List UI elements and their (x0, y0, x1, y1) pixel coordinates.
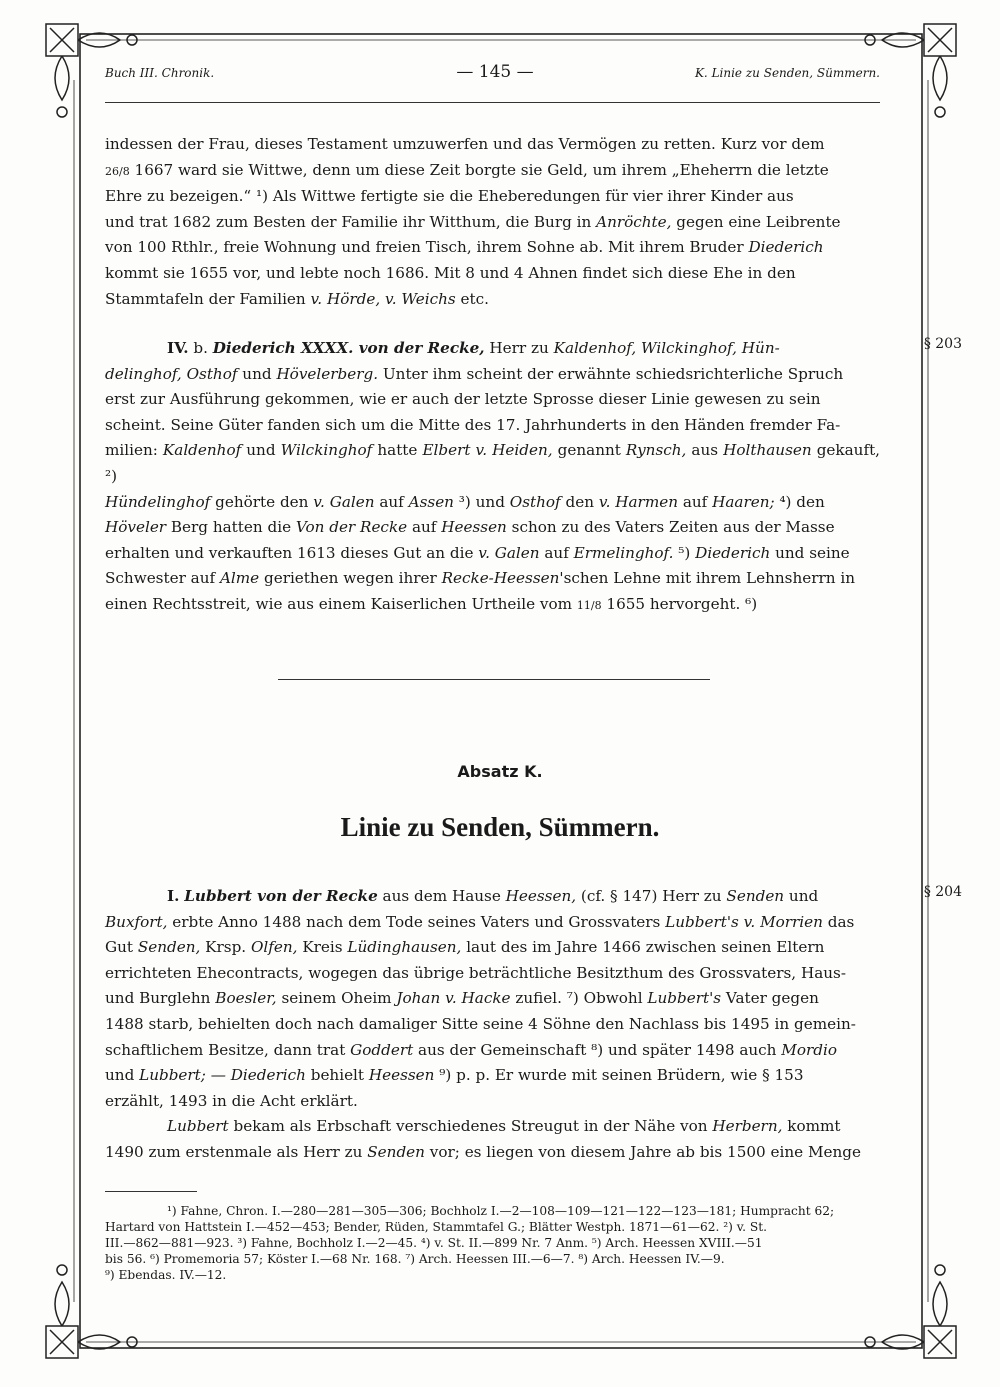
section-heading: Linie zu Senden, Sümmern. (340, 812, 660, 842)
page-number: — 145 — (456, 62, 534, 82)
top-paragraph (105, 132, 880, 312)
text-line: erzählt, 1493 in die Acht erklärt. (105, 1091, 358, 1110)
text-line: Hündelinghof gehörte den v. Galen auf Assen ³) und Osthof den v. Harmen auf Haaren; ⁴) den (105, 492, 825, 511)
text-line: Ehre zu bezeigen.“ ¹) Als Wittwe fertigte sie die Eheberedungen für vier ihrer Kinder aus (105, 187, 794, 206)
paragraph-marker-204: § 204 (923, 884, 962, 900)
header-rule (105, 102, 880, 103)
footnote-line: III.—862—881—923. ³) Fahne, Bochholz I.—2—45. ⁴) v. St. II.—899 Nr. 7 Anm. ⁵) Arch. Heessen XVIII.—51 (105, 1236, 763, 1250)
text-line: 1488 starb, behielten doch nach damaliger Sitte seine 4 Söhne den Nachlass bis 1495 in gemein- (105, 1014, 856, 1033)
text-line: erhalten und verkauften 1613 dieses Gut an die v. Galen auf Ermelinghof. ⁵) Diederich und seine (105, 543, 850, 562)
footnotes (105, 1203, 880, 1283)
text-line: von 100 Rthlr., freie Wohnung und freien Tisch, ihrem Sohne ab. Mit ihrem Bruder Diederich (105, 238, 824, 257)
text-line: Lubbert bekam als Erbschaft verschiedenes Streugut in der Nähe von Herbern, kommt (167, 1117, 841, 1136)
date-fraction: 26/8 (105, 164, 130, 178)
header-section-label: K. Linie zu Senden, Sümmern. (694, 66, 880, 80)
header-book-label: Buch III. Chronik. (105, 66, 215, 80)
text-line: IV. b. Diederich XXXX. von der Recke, Herr zu Kaldenhof, Wilckinghof, Hün- (167, 339, 780, 357)
text-line: schaftlichem Besitze, dann trat Goddert aus der Gemeinschaft ⁸) und später 1498 auch Mordio (105, 1040, 837, 1059)
paragraph-marker-203: § 203 (923, 336, 962, 352)
footnote-line: bis 56. ⁶) Promemoria 57; Köster I.—68 Nr. 168. ⁷) Arch. Heessen III.—6—7. ⁸) Arch. Heessen IV.—9. (105, 1252, 725, 1266)
text-line: errichteten Ehecontracts, wogegen das übrige beträchtliche Besitzthum des Grossvaters, Haus- (105, 963, 846, 982)
person-name: Diederich XXXX. von der Recke, (212, 339, 485, 357)
text-line: indessen der Frau, dieses Testament umzuwerfen und das Vermögen zu retten. Kurz vor dem (105, 135, 825, 153)
text-line: Schwester auf Alme geriethen wegen ihrer Recke-Heessen'schen Lehne mit ihrem Lehnsherrn in (105, 569, 855, 588)
person-name: Lubbert von der Recke (184, 887, 378, 905)
text-line: kommt sie 1655 vor, und lebte noch 1686. Mit 8 und 4 Ahnen findet sich diese Ehe in den (105, 263, 796, 282)
text-line: Buxfort, erbte Anno 1488 nach dem Tode seines Vaters und Grossvaters Lubbert's v. Morrien das (105, 912, 855, 931)
text-line: scheint. Seine Güter fanden sich um die Mitte des 17. Jahrhunderts in den Händen fremder Fa- (105, 415, 841, 434)
text-line: 26/8 1667 ward sie Wittwe, denn um diese Zeit borgte sie Geld, um ihrem „Eheherrn die letzte (105, 160, 829, 179)
text-line: und trat 1682 zum Besten der Familie ihr Witthum, die Burg in Anröchte, gegen eine Leibrente (105, 212, 841, 231)
section-iv-paragraph (105, 336, 880, 619)
text-line: und Lubbert; — Diederich behielt Heessen ⁹) p. p. Er wurde mit seinen Brüdern, wie § 153 (105, 1066, 804, 1085)
absatz-label: Absatz K. (457, 762, 543, 781)
section-i-paragraph (105, 884, 880, 1166)
text-line: einen Rechtsstreit, wie aus einem Kaiserlichen Urtheile vom 11/8 1655 hervorgeht. ⁶) (105, 594, 758, 613)
date-fraction: 11/8 (576, 598, 602, 612)
text-line: delinghof, Osthof und Hövelerberg. Unter ihm scheint der erwähnte schiedsrichterliche Spruch (105, 364, 844, 383)
text-line: erst zur Ausführung gekommen, wie er auch der letzte Sprosse dieser Linie gewesen zu sein (105, 390, 821, 409)
footnote-line: Hartard von Hattstein I.—452—453; Bender, Rüden, Stammtafel G.; Blätter Westph. 1871—61—62. ²) v. St. (105, 1220, 768, 1234)
text-line: I. Lubbert von der Recke aus dem Hause Heessen, (cf. § 147) Herr zu Senden und (167, 887, 819, 905)
text-line: 1490 zum erstenmale als Herr zu Senden vor; es liegen von diesem Jahre ab bis 1500 eine Menge (105, 1142, 861, 1161)
footnote-line: ⁹) Ebendas. IV.—12. (105, 1268, 227, 1282)
text-line: Gut Senden, Krsp. Olfen, Kreis Lüdinghausen, laut des im Jahre 1466 zwischen seinen Eltern (105, 938, 825, 957)
footnote-line: ¹) Fahne, Chron. I.—280—281—305—306; Bochholz I.—2—108—109—121—122—123—181; Humpracht 62; (167, 1204, 835, 1218)
section-divider (278, 679, 710, 680)
text-line: Höveler Berg hatten die Von der Recke auf Heessen schon zu des Vaters Zeiten aus der Masse (105, 518, 835, 537)
text-line: und Burglehn Boesler, seinem Oheim Johan v. Hacke zufiel. ⁷) Obwohl Lubbert's Vater gegen (105, 989, 819, 1008)
text-line: Stammtafeln der Familien v. Hörde, v. Weichs etc. (105, 289, 489, 308)
footnote-rule (105, 1191, 197, 1192)
running-header (105, 62, 880, 86)
text-line: milien: Kaldenhof und Wilckinghof hatte Elbert v. Heiden, genannt Rynsch, aus Holthausen gekauft, ²) (105, 441, 881, 485)
